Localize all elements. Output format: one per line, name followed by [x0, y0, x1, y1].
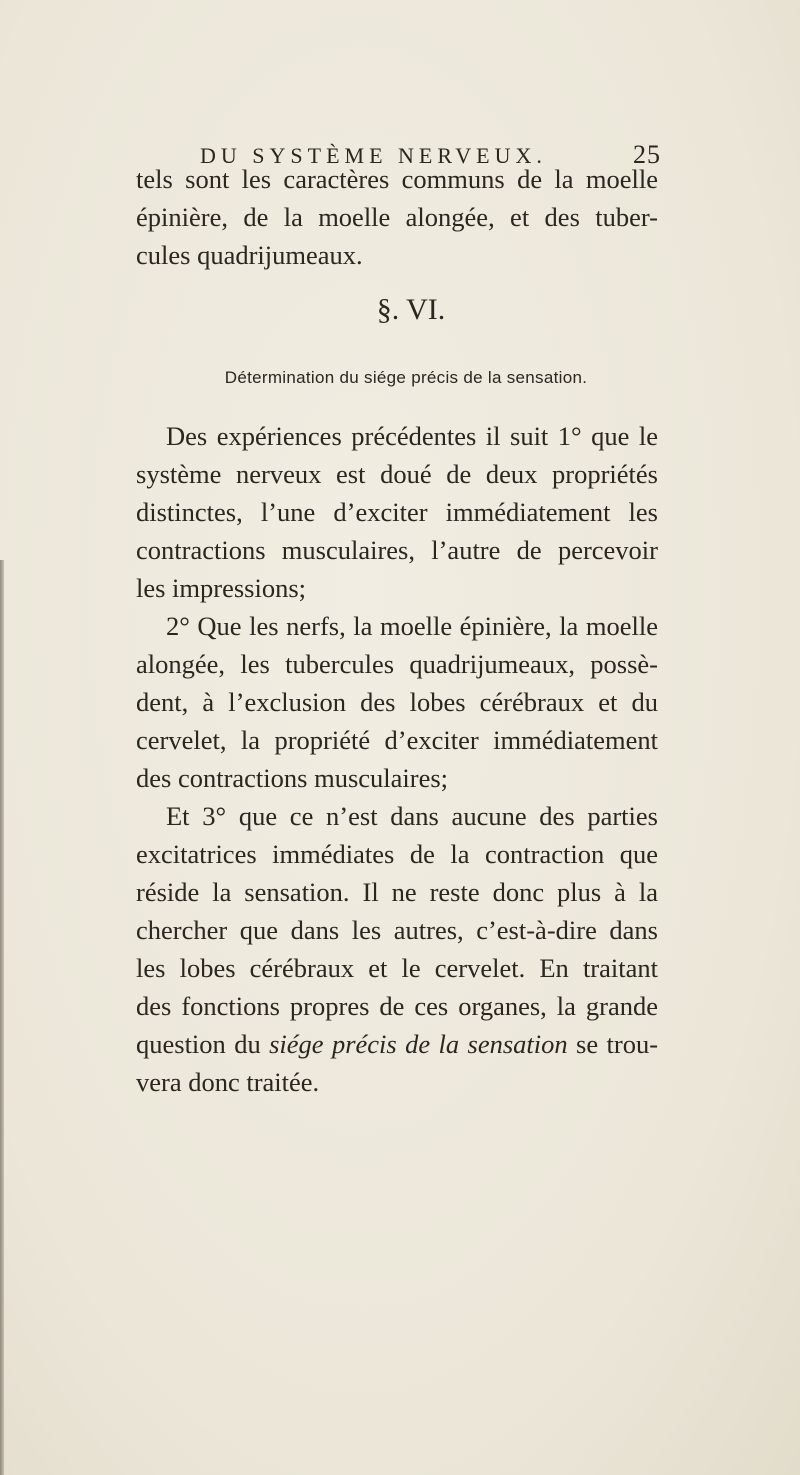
page-binding-edge — [0, 560, 4, 1475]
text-line: réside la sensation. Il ne reste donc plus à la — [136, 877, 658, 907]
paragraph-1 — [136, 417, 658, 607]
text-line: alongée, les tubercules quadrijumeaux, possè- — [136, 649, 658, 679]
text-line — [136, 1025, 658, 1063]
text-line: des fonctions propres de ces organes, la grande — [136, 991, 658, 1021]
paragraph-2 — [136, 607, 658, 797]
emphasized-term: siége précis de la sensation — [269, 1029, 568, 1059]
page-number: 25 — [633, 140, 661, 169]
text-line: Des expériences précédentes il suit 1° que le — [166, 421, 658, 451]
text-line: 2° Que les nerfs, la moelle épinière, la moelle — [166, 611, 658, 641]
text-line: Et 3° que ce n’est dans aucune des parties — [166, 801, 658, 831]
text-line: système nerveux est doué de deux propriétés — [136, 459, 658, 489]
text-line: vera donc traitée. — [136, 1067, 320, 1097]
text-line: distinctes, l’une d’exciter immédiatement les — [136, 497, 658, 527]
text-line: des contractions musculaires; — [136, 763, 449, 793]
text-line: les impressions; — [136, 573, 307, 603]
text-fragment: question du — [136, 1029, 261, 1059]
text-line: contractions musculaires, l’autre de percevoir — [136, 535, 658, 565]
text-line: cules quadrijumeaux. — [136, 240, 363, 270]
paragraph-3 — [136, 797, 658, 1101]
section-heading: §. VI. — [376, 293, 446, 326]
text-line: chercher que dans les autres, c’est-à-dire dans — [136, 915, 658, 945]
section-subtitle: Détermination du siége précis de la sensation. — [224, 368, 588, 387]
running-header: DU SYSTÈME NERVEUX. — [200, 143, 547, 168]
text-line: dent, à l’exclusion des lobes cérébraux et du — [136, 687, 658, 717]
text-line: les lobes cérébraux et le cervelet. En traitant — [136, 953, 658, 983]
top-paragraph — [136, 160, 658, 274]
text-line: tels sont les caractères communs de la moelle — [136, 164, 658, 194]
text-fragment: se trou- — [576, 1029, 659, 1059]
text-line: épinière, de la moelle alongée, et des tuber- — [136, 202, 658, 232]
text-line: excitatrices immédiates de la contraction que — [136, 839, 658, 869]
body-text — [136, 417, 658, 1101]
text-line: cervelet, la propriété d’exciter immédiatement — [136, 725, 658, 755]
